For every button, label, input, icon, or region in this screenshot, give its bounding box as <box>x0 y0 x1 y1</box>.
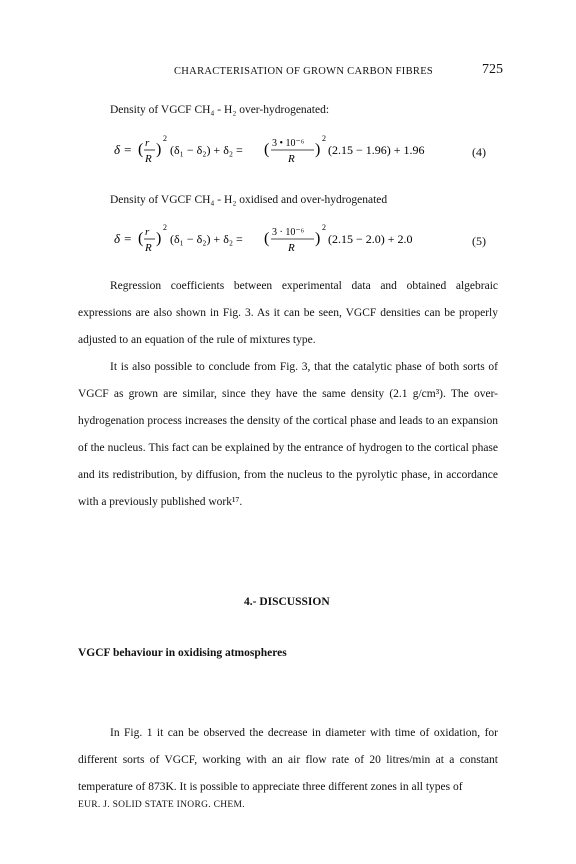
eq5-exponent: 2 <box>163 223 167 232</box>
eq5-diff: (δ₁ − δ₂) + δ₂ = <box>170 232 243 246</box>
equation-5-number: (5) <box>472 234 486 248</box>
paragraph-catalytic-phase <box>78 354 498 516</box>
eq4-lhs: δ = <box>114 142 133 157</box>
equation-4-label: Density of VGCF CH₄ - H₂ over-hydrogenated: <box>110 104 330 116</box>
eq4-r: r <box>145 137 150 149</box>
running-header: CHARACTERISATION OF GROWN CARBON FIBRES <box>174 66 434 77</box>
equation-4 <box>114 129 425 171</box>
equation-5 <box>114 218 414 260</box>
eq4-paren-close: ) <box>156 141 162 158</box>
paragraph-regression <box>78 273 498 354</box>
eq5-coef: 3 · 10⁻⁶ <box>272 227 305 238</box>
page-number: 725 <box>482 62 503 77</box>
eq5-R2: R <box>288 242 295 254</box>
eq4-paren-open: ( <box>138 141 144 158</box>
paragraph-oxidation-text: In Fig. 1 it can be observed the decrease in diameter with time of oxidation, for different sorts of VGCF, working with an air flow rate of 20 litres/min at a constant temperature of 873K. It is possible to appreciate three different zones in all types of <box>78 727 498 793</box>
eq4-coef: 3 • 10⁻⁶ <box>272 138 305 149</box>
eq5-paren-open: ( <box>138 230 144 247</box>
eq5-paren-close: ) <box>156 230 162 247</box>
equation-5-label: Density of VGCF CH₄ - H₂ oxidised and over-hydrogenated <box>110 194 388 206</box>
paragraph-catalytic-phase-text: It is also possible to conclude from Fig. 3, that the catalytic phase of both sorts of VGCF as grown are similar, since they have the same density (2.1 g/cm³). The over-hydrogenation process increases the density of the cortical phase and leads to an expansion of the nucleus. This fact can be explained by the entrance of hydrogen to the cortical phase and its redistribution, by diffusion, from the nucleus to the pyrolytic phase, in accordance with a previously published work¹⁷. <box>78 361 498 508</box>
subsection-heading: VGCF behaviour in oxidising atmospheres <box>78 647 287 659</box>
eq5-paren2-close: ) <box>315 230 321 247</box>
eq5-paren2-open: ( <box>264 230 270 247</box>
eq4-paren2-close: ) <box>315 141 321 158</box>
eq4-R2: R <box>288 153 295 165</box>
eq4-paren2-open: ( <box>264 141 270 158</box>
eq5-exponent-2: 2 <box>322 223 326 232</box>
equation-4-number: (4) <box>472 145 486 159</box>
eq4-tail: (2.15 − 1.96) + 1.96 <box>328 143 425 157</box>
eq5-tail: (2.15 − 2.0) + 2.0 <box>328 232 413 246</box>
eq4-exponent-2: 2 <box>322 134 326 143</box>
eq5-lhs: δ = <box>114 231 133 246</box>
eq4-R: R <box>145 153 152 165</box>
paragraph-regression-text: Regression coefficients between experimental data and obtained algebraic expressions are also shown in Fig. 3. As it can be seen, VGCF densities can be properly adjusted to an equation of the rule of mixtures type. <box>78 280 498 346</box>
eq4-exponent: 2 <box>163 134 167 143</box>
section-heading: 4.- DISCUSSION <box>244 596 330 608</box>
eq5-R: R <box>145 242 152 254</box>
eq4-diff: (δ₁ − δ₂) + δ₂ = <box>170 143 243 157</box>
journal-footer: EUR. J. SOLID STATE INORG. CHEM. <box>78 800 245 810</box>
eq5-r: r <box>145 226 150 238</box>
paragraph-oxidation <box>78 720 498 801</box>
